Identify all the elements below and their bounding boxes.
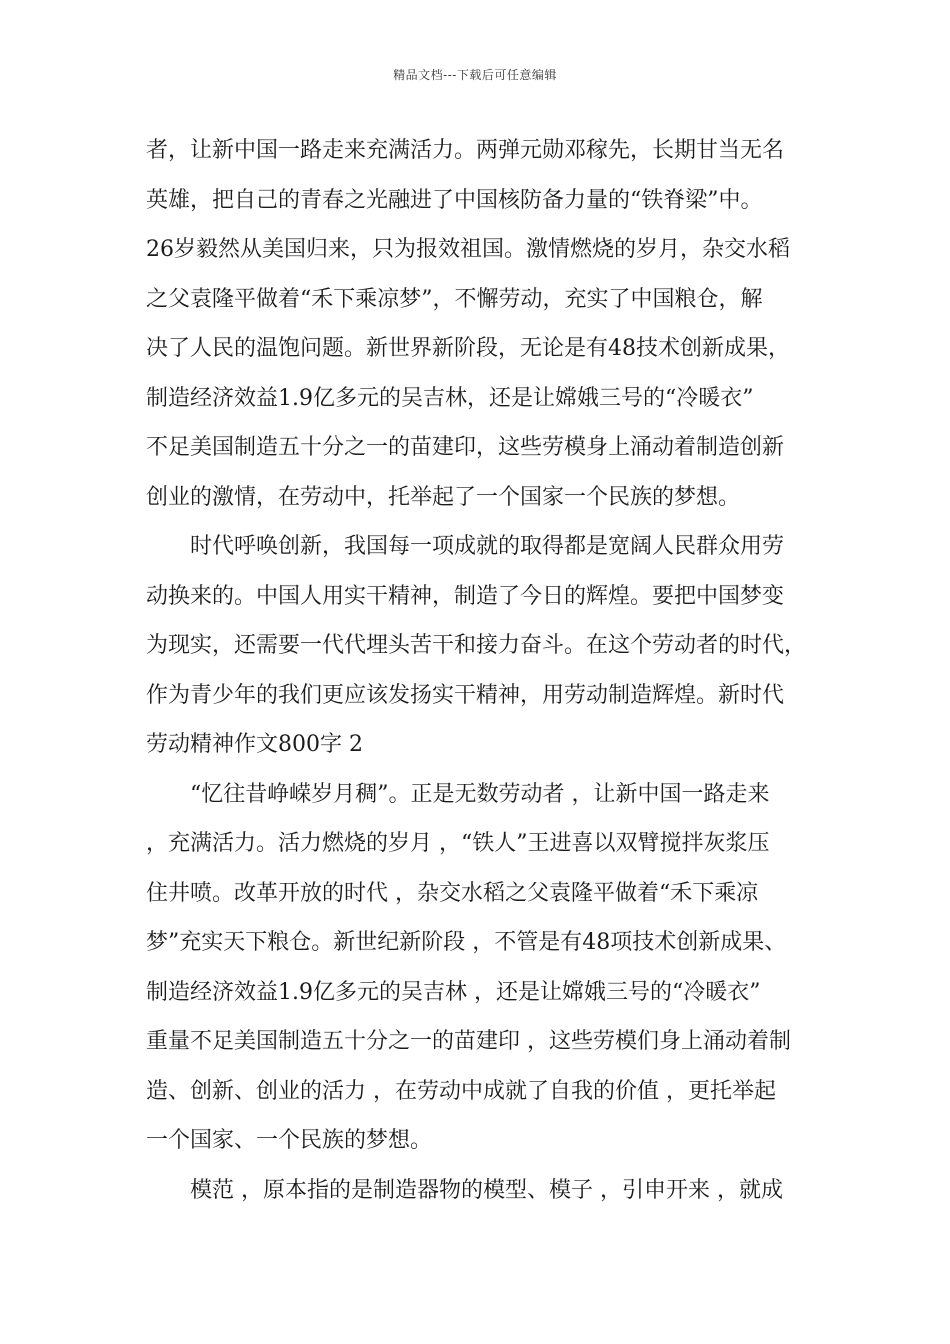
page-header: 精品文档---下载后可任意编辑 xyxy=(393,68,557,82)
text-line: 制造经济效益1.9亿多元的吴吉林 ，还是让嫦娥三号的“冷暖衣” xyxy=(146,979,761,1005)
text-line: 为现实，还需要一代代埋头苦干和接力奋斗。在这个劳动者的时代， xyxy=(146,633,807,658)
text-line: 创业的激情，在劳动中，托举起了一个国家一个民族的梦想。 xyxy=(146,484,741,510)
text-line: 一个国家、一个民族的梦想。 xyxy=(146,1128,433,1153)
paragraph-start-line: 模范 ，原本指的是制造器物的模型、模子 ，引申开来 ，就成 xyxy=(190,1177,783,1203)
text-line: ，充满活力。活力燃烧的岁月 ，“铁人”王进喜以双臂搅拌灰浆压 xyxy=(146,831,770,856)
paragraph-start-line: “忆往昔峥嵘岁月稠”。正是无数劳动者 ，让新中国一路走来 xyxy=(190,781,770,807)
text-line: 造、创新、创业的活力 ，在劳动中成就了自我的价值 ，更托举起 xyxy=(146,1078,776,1104)
text-line: 梦”充实天下粮仓。新世纪新阶段 ，不管是有48项技术创新成果、 xyxy=(146,930,787,955)
text-line: 劳动精神作文800字 2 xyxy=(146,732,363,757)
paragraph-start-line: 时代呼唤创新，我国每一项成就的取得都是宽阔人民群众用劳 xyxy=(190,534,785,559)
body-text xyxy=(146,126,826,1215)
text-line: 26岁毅然从美国归来，只为报效祖国。激情燃烧的岁月，杂交水稻 xyxy=(146,237,790,262)
text-line: 决了人民的温饱问题。新世界新阶段，无论是有48技术创新成果， xyxy=(146,336,790,361)
text-line: 重量不足美国制造五十分之一的苗建印 ，这些劳模们身上涌动着制 xyxy=(146,1029,791,1054)
text-line: 者，让新中国一路走来充满活力。两弹元勋邓稼先，长期甘当无名 xyxy=(146,138,785,163)
text-line: 不足美国制造五十分之一的苗建印，这些劳模身上涌动着制造创新 xyxy=(146,435,785,460)
text-line: 英雄，把自己的青春之光融进了中国核防备力量的“铁脊梁”中。 xyxy=(146,187,763,213)
text-line: 制造经济效益1.9亿多元的吴吉林，还是让嫦娥三号的“冷暖衣” xyxy=(146,385,754,411)
text-line: 动换来的。中国人用实干精神，制造了今日的辉煌。要把中国梦变 xyxy=(146,583,785,609)
text-line: 作为青少年的我们更应该发扬实干精神，用劳动制造辉煌。新时代 xyxy=(146,682,785,708)
text-line: 住井喷。改革开放的时代 ，杂交水稻之父袁隆平做着“禾下乘凉 xyxy=(146,880,759,906)
text-line: 之父袁隆平做着“禾下乘凉梦”，不懈劳动，充实了中国粮仓，解 xyxy=(146,286,763,312)
